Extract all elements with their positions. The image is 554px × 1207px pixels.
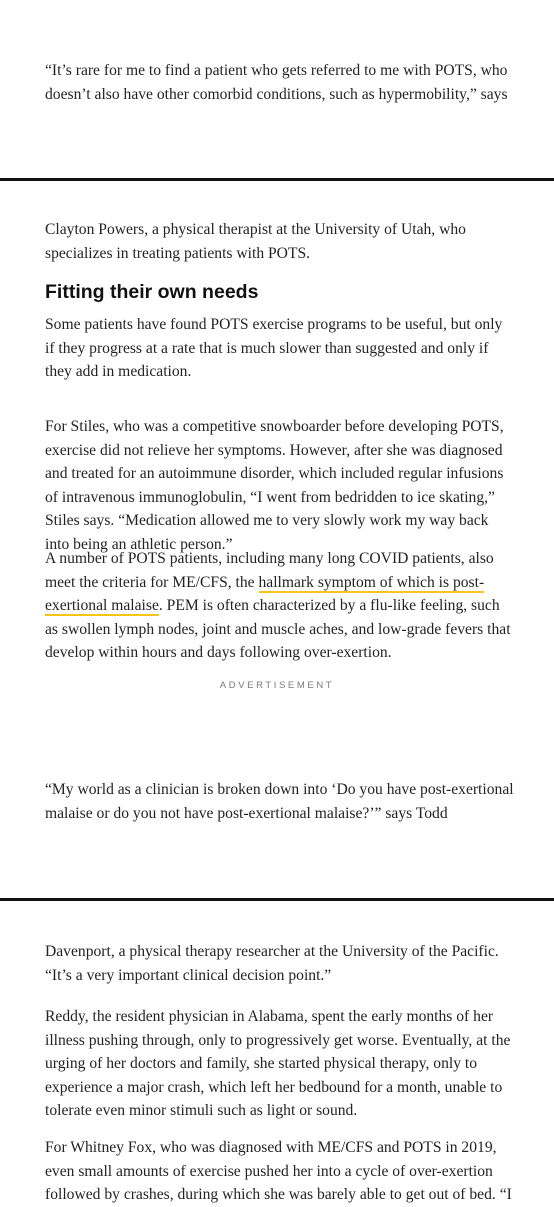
paragraph-mecfs-text-start: A number of POTS patients, including many long COVID patients, also meet the criteria for ME/CFS, the — [45, 550, 494, 591]
pull-quote-davenport: “My world as a clinician is broken down into ‘Do you have post-exertional malaise or do you not have post-exertional malaise?’” says Todd — [45, 781, 514, 822]
paragraph-mecfs-text-end: . PEM is often characterized by a flu-like feeling, such as swollen lymph nodes, joint and muscle aches, and low-grade fevers that develop within hours and days following over-exertion. — [45, 597, 511, 662]
quote-attribution-powers: Clayton Powers, a physical therapist at the University of Utah, who specializes in treating patients with POTS. — [45, 221, 466, 262]
paragraph-mecfs — [45, 547, 515, 665]
paragraph-reddy: Reddy, the resident physician in Alabama, spent the early months of her illness pushing through, only to progressively get worse. Eventually, at the urging of her doctors and family, she started physical therapy, only to experience a major crash, which left her bedbound for a month, unable to tolerate even minor stimuli such as light or sound. — [45, 1008, 511, 1120]
paragraph-stiles: For Stiles, who was a competitive snowboarder before developing POTS, exercise did not relieve her symptoms. However, after she was diagnosed and treated for an autoimmune disorder, which included regular infusions of intravenous immunoglobulin, “I went from bedridden to ice skating,” Stiles says. “Medication allowed me to very slowly work my way back into being an athletic person.” — [45, 418, 504, 553]
section-divider — [0, 178, 554, 181]
quote-attribution-davenport: Davenport, a physical therapy researcher at the University of the Pacific. “It’s a very important clinical decision point.” — [45, 943, 499, 984]
paragraph-fox: For Whitney Fox, who was diagnosed with ME/CFS and POTS in 2019, even small amounts of exercise pushed her into a cycle of over-exertion followed by crashes, during which she was barely able to get out of bed. “I — [45, 1139, 512, 1204]
pem-article-link[interactable]: hallmark symptom of which is post-exertional malaise — [45, 573, 485, 615]
pull-quote-powers: “It’s rare for me to find a patient who gets referred to me with POTS, who doesn’t also have other comorbid conditions, such as hypermobility,” says — [45, 62, 508, 103]
paragraph-exercise-programs: Some patients have found POTS exercise programs to be useful, but only if they progress at a rate that is much slower than suggested and only if they add in medication. — [45, 316, 503, 381]
section-heading: Fitting their own needs — [45, 281, 259, 303]
advertisement-label: ADVERTISEMENT — [219, 680, 335, 691]
section-divider — [0, 898, 554, 901]
